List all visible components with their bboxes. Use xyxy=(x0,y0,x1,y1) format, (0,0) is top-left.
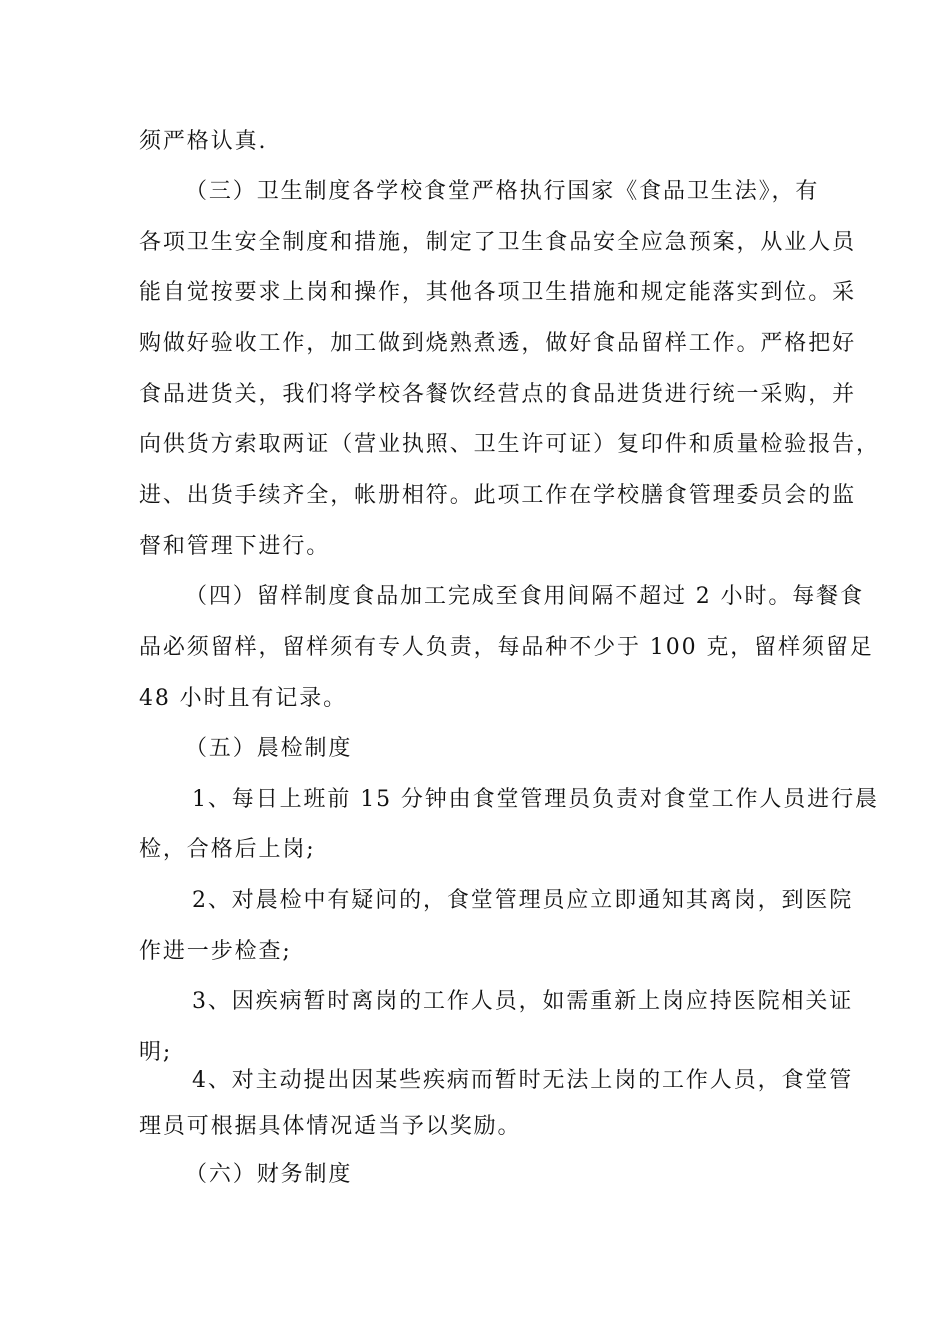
text-line: 各项卫生安全制度和措施，制定了卫生食品安全应急预案，从业人员 xyxy=(139,230,857,255)
text-line: 向供货方索取两证（营业执照、卫生许可证）复印件和质量检验报告， xyxy=(139,432,880,457)
text-line: 食品进货关，我们将学校各餐饮经营点的食品进货进行统一采购，并 xyxy=(139,382,857,407)
paragraph-heading-line: （四）留样制度食品加工完成至食用间隔不超过 2 小时。每餐食 xyxy=(185,584,864,609)
text-line: 作进一步检查; xyxy=(139,939,292,964)
list-item-line: 3、因疾病暂时离岗的工作人员，如需重新上岗应持医院相关证 xyxy=(192,989,854,1014)
list-item-line: 4、对主动提出因某些疾病而暂时无法上岗的工作人员，食堂管 xyxy=(192,1068,854,1093)
list-item-line: 1、每日上班前 15 分钟由食堂管理员负责对食堂工作人员进行晨 xyxy=(192,787,879,812)
text-line: 进、出货手续齐全，帐册相符。此项工作在学校膳食管理委员会的监 xyxy=(139,483,857,508)
text-line: 督和管理下进行。 xyxy=(139,534,331,559)
list-item-line: 2、对晨检中有疑问的，食堂管理员应立即通知其离岗，到医院 xyxy=(192,888,854,913)
text-line: 48 小时且有记录。 xyxy=(139,686,347,711)
text-line: 品必须留样，留样须有专人负责，每品种不少于 100 克，留样须留足 xyxy=(139,635,874,660)
section-heading: （六）财务制度 xyxy=(185,1162,353,1187)
text-line: 能自觉按要求上岗和操作，其他各项卫生措施和规定能落实到位。采 xyxy=(139,280,857,305)
text-line: 理员可根据具体情况适当予以奖励。 xyxy=(139,1114,522,1139)
text-line: 检，合格后上岗; xyxy=(139,837,316,862)
section-heading: （五）晨检制度 xyxy=(185,736,353,761)
text-line: 购做好验收工作，加工做到烧熟煮透，做好食品留样工作。严格把好 xyxy=(139,331,857,356)
paragraph-heading-line: （三）卫生制度各学校食堂严格执行国家《食品卫生法》，有 xyxy=(185,179,820,204)
text-line: 明; xyxy=(139,1040,173,1065)
text-line: 须严格认真. xyxy=(139,129,268,154)
